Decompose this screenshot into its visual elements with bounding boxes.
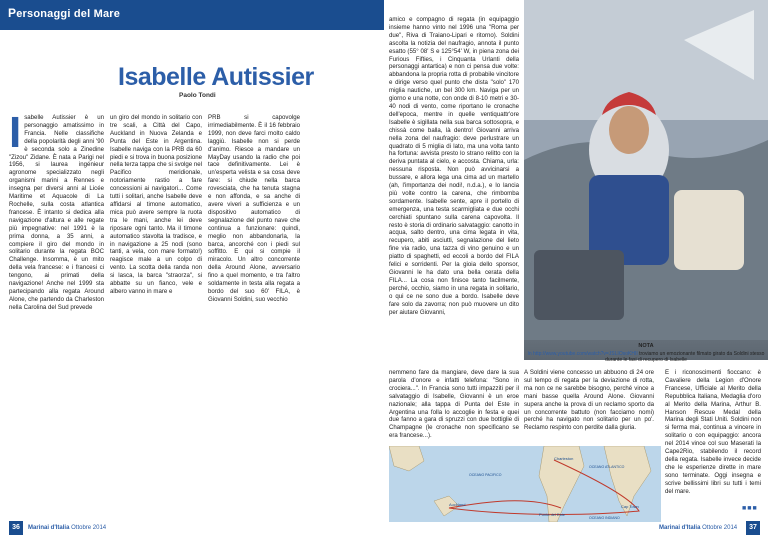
article-column-3	[208, 114, 300, 524]
page-number-right: 37	[746, 521, 760, 535]
article-author: Paolo Tondi	[179, 92, 216, 99]
article-column-1	[9, 114, 104, 524]
column-3-text: PRB si capovolge irrimediabilmente. È il 16 febbraio 1999, non deve farci molto caldo laggiù. Isabelle non si perde d'animo. Riesce a mandare un MayDay usando la radio che poi tace definitivamente. Lei è un'esperta velista e sa cosa deve fare: si chiude nella barca rovesciata, che ha tenuta stagna e non affonda, e sa anche di avere viveri a sufficienza e un dispositivo automatico di segnalazione del punto nave che continua a funzionare: quindi, meglio non abbandonarla, la barca, ancorché con i piedi sul soffitto. E qui si compie il miracolo. Un altro concorrente della Around Alone, avversario fino a quel momento, e tra l'altro soldamente in testa alla regata a bordo del suo 60' FILA, è Giovanni Soldini, suo vecchio	[208, 114, 300, 303]
column-5-text: nemmeno fare da mangiare, deve dare la sua parola d'onore e infatti telefona: "Sono in crociera...". In Francia sono tutti impazziti per il salvataggio di Isabelle, Giovanni è un eroe nazionale; alla tappa di Punta del Este in Argentina una folla lo accoglie in festa e quei due fanno a gara di spruzzi con due bottiglie di Champagne (le cronache non specificano se era francese...).	[389, 369, 519, 440]
map-label-charleston: Charleston	[554, 456, 574, 461]
column-2-text: un giro del mondo in solitario con tre scali, a Città del Capo, Auckland in Nuova Zelanda e Punta del Este in Argentina. Isabelle naviga con la PRB da 60 piedi e si trova in buona posizione nella terza tappa che si svolge nel Pacifico meridionale, notoriamente rastio a fare concessioni ai navigatori... Come tutti i solitari, anche Isabelle deve affidarsi al timone automatico, mica può avere sempre la ruota tra le mani, anche lei deve riposare ogni tanto. Ma il timone automatico stavolta la tradisce, e in navigazione a 25 nodi (sono tanti, a vela, con mare formato!) reagisce male a un colpo di vento. La scotta della randa non si lasca, la barca "straorza", si abbatte su un fianco, vele e albero vanno in mare e	[110, 114, 202, 295]
article-column-7	[665, 369, 761, 519]
magazine-name-right: Marinai d'Italia	[659, 525, 701, 531]
note-suffix: troviamo un emozionante filmato girato da Soldini stesso durante le fasi di recupero di Isabelle	[605, 351, 765, 363]
map-label-cap-town: Cap Town	[621, 504, 639, 509]
route-map	[389, 446, 661, 522]
article-end-mark: ■■■	[742, 505, 758, 512]
article-column-2	[110, 114, 202, 524]
column-4-text: amico e compagno di regata (in equipaggio insieme hanno vinto nel 1996 una "Roma per due", Riva di Traiano-Lipari e ritorno). Soldini ascolta la notizia del naufragio, annota il punto esatto (55° 08' S e 125°54' W, in piena zona dei Furious Fifties, i Cinquanta Urlanti della personaggi antartica) e non ci pensa due volte: abbandona la propria rotta di probabile vincitore e dirige verso quel punto che dista "solo" 170 miglia nautiche, un bel 300 km. Naviga per un giorno e una notte, con onde di 8-10 metri e 30-40 nodi di vento, come riportano le cronache dell'epoca, mentre in quelle ventiquattr'ore Isabelle è sigillata nella sua barca sottosopra, e chissà come balla, là dentro! Giovanni arriva nella zona del naufragio: deve perlustrare un quadrato di 5 miglia di lato, ma una volta tanto ha fortuna: avvista presto lo strano relitto con la deriva puntata al cielo, e accosta. Chiama, urla: nessuna risposta. Non può avvicinarsi a bussare, e allora lega una cima ad un martello (ah, l'importanza dei nodi!, n.d.a.), e lo lancia più volte contro la carena, che rimbomba sordamente. Isabelle sente, apre il portello di emergenza, una testa scarmigliata e due occhi cerchiati spuntano sulla carena capovolta. Il resto è storia di ordinario salvataggio: canotto in acqua, salto dentro, una cima legata in vita, recupero, abiti asciutti, segnalazione del lieto fine via radio, una tazza di vino genuino e un piatto di spaghetti, ed eccoli a bordo del FILA felici e sorridenti. Per la gioia dello sponsor, Giovanni le ha dato una bella cerata della FILA... La cosa non finisce tanto facilmente, perché, occhio, siamo in una regata in solitario, o qui ce ne sono due a bordo. Isabelle deve fare solo da zavorra; non può muovere un dito per aiutare Giovanni,	[389, 16, 519, 316]
issue-left: Ottobre 2014	[71, 525, 107, 531]
note-prefix: In	[527, 351, 532, 357]
article-column-4	[389, 16, 519, 360]
footer-right	[659, 525, 737, 531]
column-1-text: sabelle Autissier è un personaggio amatissimo in Francia. Nelle classifiche della popolarità degli anni '90 è seconda solo a Zinedine "Zizou" Zidane. È nata a Parigi nel 1956, si laurea ingénieur agronome specializzato negli organismi marini a Rennes e insegna per diversi anni al Licée Maritime et Aquacole di La Rochelle, sulla costa atlantica francese. È intanto si dedica alla navigazione d'altura e alle regate più impegnative: nel 1991 è la prima donna, a 35 anni, a compiere il giro del mondo in solitario durante la regata BOC Challenge. Insomma, è un mito della vela francese: e i francesi ci tengono, ai primati della navigazione! Anche nel 1999 sta partecipando alla regata Around Alone, che partendo da Charleston nella Carolina del Sud prevede	[9, 114, 104, 311]
note-body	[524, 351, 768, 363]
map-label-atlantic: OCEANO ATLANTICO	[589, 465, 625, 469]
section-title: Personaggi del Mare	[8, 6, 121, 20]
article-title: Isabelle Autissier	[118, 63, 314, 91]
column-6-text: A Soldini viene concesso un abbuono di 24 ore sul tempo di regata per la deviazione di rotta, ma non ce ne sarebbe bisogno, perché vince a mani basse quella Around Alone. Giovanni supera anche la prova di un reclamo sporto da un concorrente battuto (non facciamo nomi) perché ha navigato non solitario per un po'. Reclamo respinto con perdite dalla giuria.	[524, 369, 654, 432]
issue-right: Ottobre 2014	[702, 525, 738, 531]
footer-left	[28, 525, 106, 531]
drop-cap: I	[9, 114, 22, 157]
route-map-graphic	[389, 446, 661, 522]
map-label-pacific: OCEANO PACIFICO	[469, 473, 502, 477]
map-label-punta-del-este: Punta del Este	[539, 512, 566, 517]
page-number-left: 36	[9, 521, 23, 535]
photo-illustration	[524, 0, 768, 340]
map-label-indian: OCEANO INDIANO	[589, 516, 620, 520]
rescue-photo	[524, 0, 768, 360]
note-title: NOTA	[638, 343, 654, 349]
video-link[interactable]: http://www.youtube.com/watch?v=JSLIOsoKHII	[533, 351, 638, 357]
map-label-auckland: Auckland	[449, 502, 466, 507]
column-7-text: E i riconoscimenti fioccano: è Cavaliere della Legion d'Onore Francese, Ufficiale al Merito della Repubblica Italiana, Medaglia d'oro al Merito della Marina, Arthur B. Hanson Rescue Medal della Marina degli Stati Uniti. Soldini non si ferma mai, continua a vincere in solitario o con equipaggio: ancora nel 2014 vince col suo Maserati la Cape2Rio, stabilendo il record della regata. Isabelle invece decide che le esperienze dirette in mare sono terminate. Oggi insegna e scrive bellissimi libri su tutti i temi del mare.	[665, 369, 761, 495]
magazine-name-left: Marinai d'Italia	[28, 525, 70, 531]
